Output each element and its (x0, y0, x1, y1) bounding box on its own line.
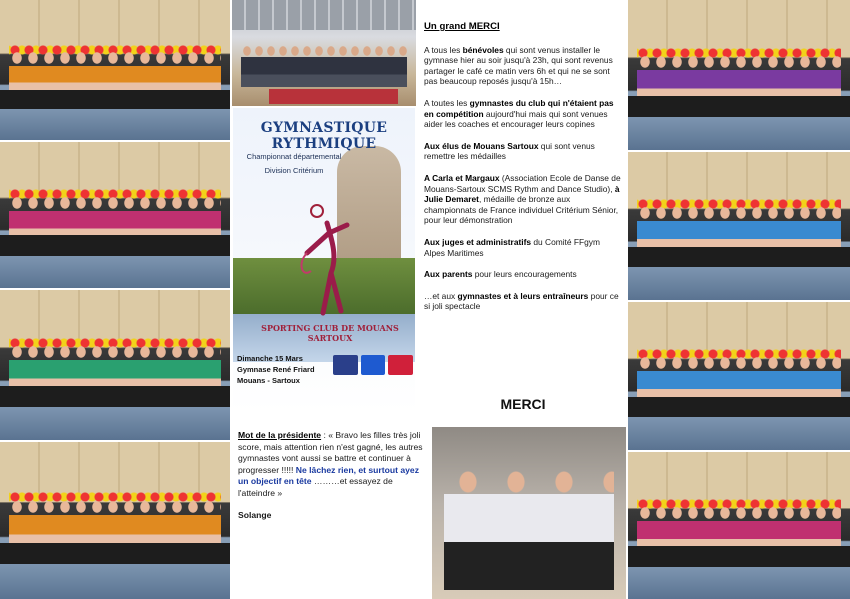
text: du Comité FFgym Alpes Maritimes (424, 236, 600, 258)
sponsor-logo-3 (388, 355, 413, 375)
photo-podium (628, 96, 850, 117)
photo-podium (0, 386, 230, 407)
poster-venue: Gymnase René Friard (237, 365, 315, 374)
photo-mat (269, 89, 398, 104)
photo-podium (0, 90, 230, 110)
photo-podium (628, 397, 850, 418)
photo-podium (628, 546, 850, 567)
text: qui sont venus remettre les médailles (424, 140, 595, 162)
gymnast-silhouette-icon (297, 203, 357, 323)
president-label: Mot de la présidente (238, 430, 322, 440)
president-signature: Solange (238, 509, 272, 520)
photo-floor (0, 564, 230, 599)
text-bold: gymnastes et à leurs entraîneurs (457, 290, 589, 301)
thanks-parents (424, 269, 622, 280)
photo-podium-right-2 (628, 152, 850, 300)
poster-subtitle-1: Championnat départemental (246, 152, 342, 161)
thanks-dancers (424, 173, 622, 226)
text-bold: gymnastes du club qui n'étaient pas en compétition (424, 97, 614, 119)
poster-city: Mouans - Sartoux (237, 376, 300, 385)
photo-dance-celebration (432, 427, 626, 599)
poster-date: Dimanche 15 Mars (237, 354, 303, 363)
photo-podium (628, 247, 850, 268)
sponsor-logo-1 (333, 355, 358, 375)
sponsor-logo-2 (361, 355, 386, 375)
photo-podium (0, 543, 230, 565)
photo-podium-left-2 (0, 142, 230, 288)
poster-sponsor-logos (333, 355, 413, 375)
text-bold: Ne lâchez rien, et surtout ayez un objectif en tête (238, 464, 420, 487)
text-bold: Aux élus de Mouans Sartoux (424, 140, 539, 151)
photo-podium-left-3 (0, 290, 230, 440)
photo-crowd (241, 45, 407, 87)
photo-floor (628, 417, 850, 450)
photo-floor (628, 567, 850, 599)
photo-floor (628, 117, 850, 150)
text: qui sont venus installer le gymnase hier au soir jusqu'à 23h, qui sont revenus partager le café ce matin vers 6h et qui ne se sont pas beaucoup reposés jusqu'à 15h… (424, 44, 613, 87)
poster-title: GYMNASTIQUE RYTHMIQUE (260, 120, 388, 152)
thanks-title: Un grand MERCI (424, 21, 500, 32)
text: A toutes les (424, 97, 470, 108)
thanks-judges (424, 237, 622, 258)
text: , médaille de bronze aux championnats de France individuel Critérium Sénior, pour leur démonstration (424, 194, 619, 226)
photo-podium-right-1 (628, 0, 850, 150)
photo-gymnasium-hall (232, 0, 416, 106)
text: aujourd'hui mais qui sont venues aider les coaches et encourager leurs copines (424, 108, 608, 130)
text-bold: A Carla et Margaux (424, 172, 500, 183)
photo-podium-right-3 (628, 302, 850, 450)
photo-floor (0, 407, 230, 440)
poster-club-name: SPORTING CLUB DE MOUANS SARTOUX (261, 323, 399, 343)
text: : « Bravo les filles très joli score, mais attention rien n'est gagné, les autres gymnastes vont aussi se battre et continuer à progresser !!!!! (238, 430, 423, 475)
event-poster (233, 108, 415, 412)
text: …et aux (424, 290, 458, 301)
photo-podium-right-4 (628, 452, 850, 599)
photo-floor (0, 256, 230, 288)
thanks-officials (424, 141, 622, 162)
text-bold: bénévoles (462, 44, 504, 55)
president-quote (238, 430, 428, 500)
merci-heading: MERCI (500, 396, 546, 412)
text: pour ce si joli spectacle (424, 290, 619, 312)
thanks-section (424, 22, 622, 323)
photo-people (444, 470, 615, 590)
photo-podium-left-4 (0, 442, 230, 599)
text-bold: Aux parents (424, 269, 473, 280)
text-bold: Aux juges et administratifs (424, 236, 532, 247)
text: ………et essayez de l'atteindre » (238, 476, 393, 498)
photo-podium (0, 235, 230, 255)
photo-podium-left-1 (0, 0, 230, 140)
text: A tous les (424, 44, 463, 55)
thanks-volunteers (424, 45, 622, 87)
thanks-gymnasts (424, 98, 622, 130)
photo-floor (628, 267, 850, 300)
poster-subtitle-2: Division Critérium (264, 166, 324, 175)
text: (Association Ecole de Danse de Mouans-Sartoux SCMS Rythm and Dance Studio), (424, 172, 621, 194)
president-message (238, 430, 428, 531)
photo-roof (232, 0, 416, 30)
text: pour leurs encouragements (472, 269, 577, 280)
thanks-coaches (424, 291, 622, 312)
photo-floor (0, 109, 230, 140)
text-bold: à Julie Demaret (424, 183, 620, 205)
